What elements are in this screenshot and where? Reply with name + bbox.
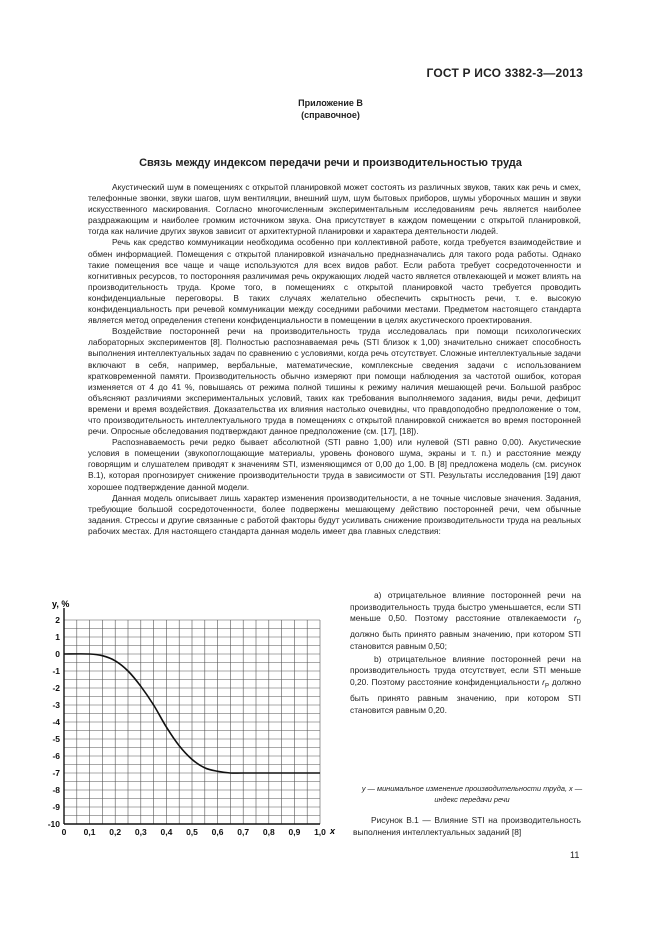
x-tick-label: 0,3 xyxy=(134,827,147,837)
x-axis-label: х xyxy=(329,826,335,836)
y-tick-label: -5 xyxy=(52,734,60,744)
x-tick-label: 0,9 xyxy=(288,827,301,837)
x-tick-label: 0,5 xyxy=(186,827,198,837)
y-tick-label: -10 xyxy=(47,819,60,829)
chart-grid xyxy=(64,620,320,824)
consequence-item-b: b) отрицательное влияние посторонней речи на производительность труда отсутствует, если STI меньше 0,20. Поэтому расстояние конфиденциальности $r_P$ должно быть принято равным значению, при котором STI становится равным 0,20. xyxy=(350,653,581,715)
x-tick-label: 0,2 xyxy=(109,827,122,837)
x-tick-label: 0,1 xyxy=(83,827,96,837)
paragraph: Речь как средство коммуникации необходима особенно при коллективной работе, когда требуется взаимодействие и обмен информацией. Помещения с открытой планировкой изначально предназначались для такого рода работы. Однако такие помещения все чаще и чаще используются для всех видов работ. Если работа требует сосредоточенности и когнитивных ресурсов, то посторонняя различимая речь окружающих людей часто является отвлекающей и может влиять на производительность труда. Кроме того, в помещениях с открытой планировкой часто требуется проводить конфиденциальные переговоры. В таких случаях желательно обеспечить скрытность речи, т. е. высокую конфиденциальность при речевой коммуникации между соседними рабочими местами. Предметом настоящего стандарта является метод определения степени конфиденциальности в помещении в целях акустического проектирования. xyxy=(88,237,581,326)
x-tick-label: 0,6 xyxy=(211,827,224,837)
figure-caption: Рисунок В.1 — Влияние STI на производительность выполнения интеллектуальных заданий [8] xyxy=(353,815,581,837)
y-tick-label: -6 xyxy=(52,751,60,761)
consequences-list xyxy=(350,590,581,717)
y-tick-label: -4 xyxy=(52,717,60,727)
figure-legend: у — минимальное изменение производительности труда, х — индекс передачи речи xyxy=(361,784,583,804)
y-tick-label: -7 xyxy=(52,768,60,778)
y-axis-label: у, % xyxy=(52,599,70,609)
paragraph: Данная модель описывает лишь характер изменения производительности, а не точные числовые значения. Задания, требующие большой сосредоточенности, более подвержены мешающему действию посторонней речи, чем обычные задания. Стрессы и другие связанные с работой факторы будут усиливать снижение производительности труда на реальных рабочих местах. Для настоящего стандарта данная модель имеет два главных следствия: xyxy=(88,492,581,536)
paragraph: Воздействие посторонней речи на производительность труда исследовалась при помощи психологических лабораторных экспериментов [8]. Полностью распознаваемая речь (STI близок к 1,00) значительно снижает способность выполнения интеллектуальных задач по сравнению с условиями, когда речь отсутствует. Сложные интеллектуальные задачи включают в себя, например, вербальные, математические, комплексные сведения задачи с использованием кратковременной памяти. Производительность обычно измеряют при помощи наблюдения за частотой ошибок, которая изменяется от 4 до 41 %, повышаясь от режима полной тишины к режиму наличия мешающей речи. Большой разброс объясняют различиями экспериментальных условий, таких как требования выполняемого задания, виды речи, дефицит времени и время воздействия. Доказательства их влияния настолько очевидны, что правдоподобно предположение о том, что производительность интеллектуального труда в помещениях с открытой планировкой снижается во время посторонней речи. Опросные обследования подтверждают данное предположение (см. [17], [18]). xyxy=(88,326,581,437)
y-tick-label: -3 xyxy=(52,700,60,710)
section-title: Связь между индексом передачи речи и производительностью труда xyxy=(139,157,522,169)
y-tick-label: 1 xyxy=(55,632,60,642)
body-text xyxy=(88,182,581,537)
x-tick-label: 1,0 xyxy=(314,827,326,837)
y-tick-label: 0 xyxy=(55,649,60,659)
x-tick-label: 0,4 xyxy=(160,827,173,837)
standard-header: ГОСТ Р ИСО 3382-3—2013 xyxy=(426,66,583,80)
page-number: 11 xyxy=(570,850,580,860)
annex-note: (справочное) xyxy=(301,110,360,120)
x-tick-label: 0,7 xyxy=(237,827,250,837)
y-tick-label: -8 xyxy=(52,785,60,795)
y-tick-label: -9 xyxy=(52,802,60,812)
annex-title: Приложение В xyxy=(298,98,363,108)
y-tick-label: -1 xyxy=(52,666,60,676)
figure-chart xyxy=(38,598,338,843)
x-tick-label: 0,8 xyxy=(262,827,275,837)
consequence-item-a: а) отрицательное влияние посторонней речи на производительность труда быстро уменьшается, если STI меньше 0,50. Поэтому расстояние отвлекаемости $r_D$ должно быть принято равным значению, при котором STI становится равным 0,50; xyxy=(350,590,581,652)
chart-svg xyxy=(38,598,338,838)
x-tick-label: 0 xyxy=(61,827,67,837)
y-tick-label: 2 xyxy=(55,615,60,625)
paragraph: Распознаваемость речи редко бывает абсолютной (STI равно 1,00) или нулевой (STI равно 0,00). Акустические условия в помещении (звукопоглощающие материалы, уровень фонового шума, экраны и т. п.) и расстояние между говорящим и слушателем приводят к значениям STI, изменяющимся от 0,00 до 1,00. В [8] предложена модель (см. рисунок В.1), которая прогнозирует снижение производительности труда в зависимости от STI. Результаты исследования [19] дают хорошее подтверждение данной модели. xyxy=(88,437,581,492)
y-tick-label: -2 xyxy=(52,683,60,693)
paragraph: Акустический шум в помещениях с открытой планировкой может состоять из различных звуков, таких как речь и смех, телефонные звонки, звуки шагов, шум вентиляции, внешний шум, шум бытовых приборов, шумы уборочных машин и звуки искусственного маскирования. Согласно многочисленным экспериментальным исследованиям речь является наиболее раздражающим и наиболее громким источником звука. Она присутствует в каждом помещении с открытой планировкой, тогда как наличие других звуков зависит от архитектурной планировки и характера деятельности людей. xyxy=(88,182,581,237)
